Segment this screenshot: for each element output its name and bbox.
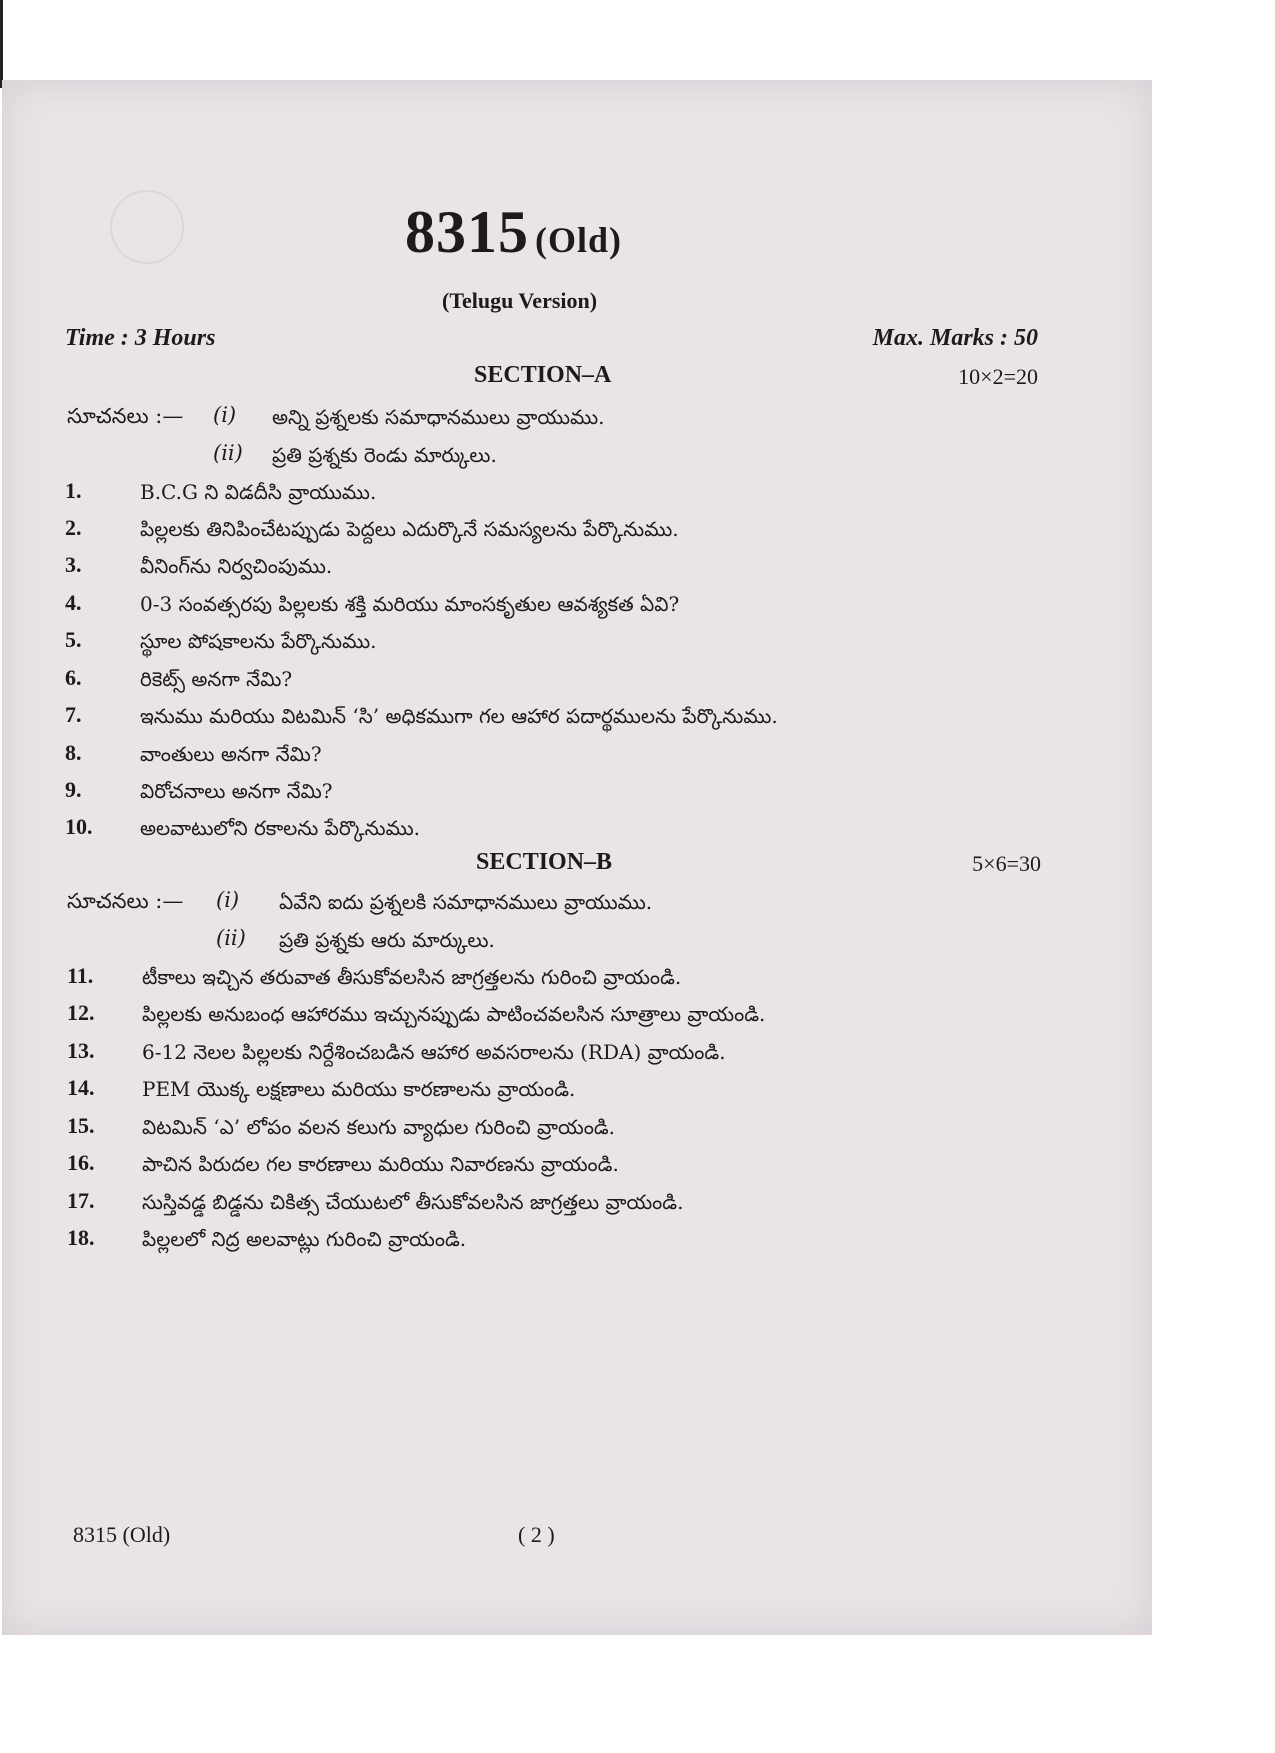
question-text: విటమిన్ ‘ఎ’ లోపం వలన కలుగు వ్యాధుల గురించి వ్రాయండి. <box>142 1115 616 1139</box>
section-b-note-2-roman: (ii) <box>216 926 246 950</box>
question-number: 18. <box>67 1225 95 1250</box>
paper-code-title <box>405 198 622 267</box>
section-b-note-1-roman: (i) <box>216 888 240 912</box>
version-label: (Telugu Version) <box>442 288 598 313</box>
max-marks: Max. Marks : 50 <box>872 325 1038 351</box>
question-number: 17. <box>67 1188 95 1213</box>
section-a-note-1-text: అన్ని ప్రశ్నలకు సమాధానములు వ్రాయుము. <box>272 405 605 429</box>
footer-page-number: ( 2 ) <box>518 1522 555 1547</box>
question-text: పిల్లలకు అనుబంధ ఆహారము ఇచ్చునప్పుడు పాటించవలసిన సూత్రాలు వ్రాయండి. <box>142 1002 766 1026</box>
section-a-note-2-text: ప్రతి ప్రశ్నకు రెండు మార్కులు. <box>272 443 497 467</box>
question-text: అలవాటులోని రకాలను పేర్కొనుము. <box>140 816 421 840</box>
question-text: విరోచనాలు అనగా నేమి? <box>140 779 333 803</box>
faint-watermark-seal <box>110 190 184 264</box>
question-number: 11. <box>67 963 94 988</box>
question-text: స్థూల పోషకాలను పేర్కొనుము. <box>140 629 377 653</box>
question-text: PEM యొక్క లక్షణాలు మరియు కారణాలను వ్రాయండి. <box>142 1077 576 1101</box>
question-number: 14. <box>67 1075 95 1100</box>
section-a-marks: 10×2=20 <box>958 364 1038 389</box>
time-allowed: Time : 3 Hours <box>65 325 216 351</box>
question-text: 0-3 సంవత్సరపు పిల్లలకు శక్తి మరియు మాంసకృతుల ఆవశ్యకత ఏవి? <box>140 592 680 616</box>
question-number: 7. <box>65 702 82 727</box>
question-number: 10. <box>65 814 93 839</box>
question-text: రికెట్స్ అనగా నేమి? <box>140 667 293 691</box>
question-text: పిల్లలలో నిద్ర అలవాట్లు గురించి వ్రాయండి. <box>142 1227 467 1251</box>
question-number: 3. <box>65 552 82 577</box>
question-text: సుస్తివడ్డ బిడ్డను చికిత్స చేయుటలో తీసుకోవలసిన జాగ్రత్తలు వ్రాయండి. <box>142 1190 684 1214</box>
section-b-note-1-text: ఏవేని ఐదు ప్రశ్నలకి సమాధానములు వ్రాయుము. <box>279 890 653 914</box>
question-number: 9. <box>65 777 82 802</box>
question-text: పాచిన పిరుదల గల కారణాలు మరియు నివారణను వ్రాయండి. <box>142 1152 619 1176</box>
section-b-note-label: సూచనలు :— <box>67 889 184 913</box>
question-number: 2. <box>65 515 82 540</box>
section-b-note-2-text: ప్రతి ప్రశ్నకు ఆరు మార్కులు. <box>279 928 495 952</box>
question-text: టీకాలు ఇచ్చిన తరువాత తీసుకోవలసిన జాగ్రత్తలను గురించి వ్రాయండి. <box>142 965 682 989</box>
paper-code: 8315 <box>405 199 529 265</box>
section-a-note-1-roman: (i) <box>213 403 237 427</box>
question-text: పిల్లలకు తినిపించేటప్పుడు పెద్దలు ఎదుర్కొనే సమస్యలను పేర్కొనుము. <box>140 517 679 541</box>
question-number: 13. <box>67 1038 95 1063</box>
question-number: 4. <box>65 590 82 615</box>
question-number: 8. <box>65 740 82 765</box>
question-number: 6. <box>65 665 82 690</box>
scan-edge <box>0 0 3 88</box>
question-number: 16. <box>67 1150 95 1175</box>
section-b-marks: 5×6=30 <box>972 851 1041 876</box>
question-number: 15. <box>67 1113 95 1138</box>
section-a-note-label: సూచనలు :— <box>67 404 184 428</box>
section-b-title: SECTION–B <box>476 849 613 875</box>
question-number: 5. <box>65 627 82 652</box>
question-number: 1. <box>65 478 82 503</box>
question-number: 12. <box>67 1000 95 1025</box>
question-text: ఇనుము మరియు విటమిన్ ‘సి’ అధికముగా గల ఆహార పదార్థములను పేర్కొనుము. <box>140 704 778 728</box>
question-text: వీనింగ్‌ను నిర్వచింపుము. <box>140 554 333 578</box>
section-a-note-2-roman: (ii) <box>213 441 243 465</box>
section-a-title: SECTION–A <box>474 362 612 388</box>
paper-variant: (Old) <box>535 220 623 260</box>
footer-paper-code: 8315 (Old) <box>73 1522 171 1547</box>
question-text: వాంతులు అనగా నేమి? <box>140 742 322 766</box>
question-text: B.C.G ని విడదీసి వ్రాయుము. <box>140 480 377 504</box>
question-text: 6-12 నెలల పిల్లలకు నిర్దేశించబడిన ఆహార అవసరాలను (RDA) వ్రాయండి. <box>142 1040 726 1064</box>
